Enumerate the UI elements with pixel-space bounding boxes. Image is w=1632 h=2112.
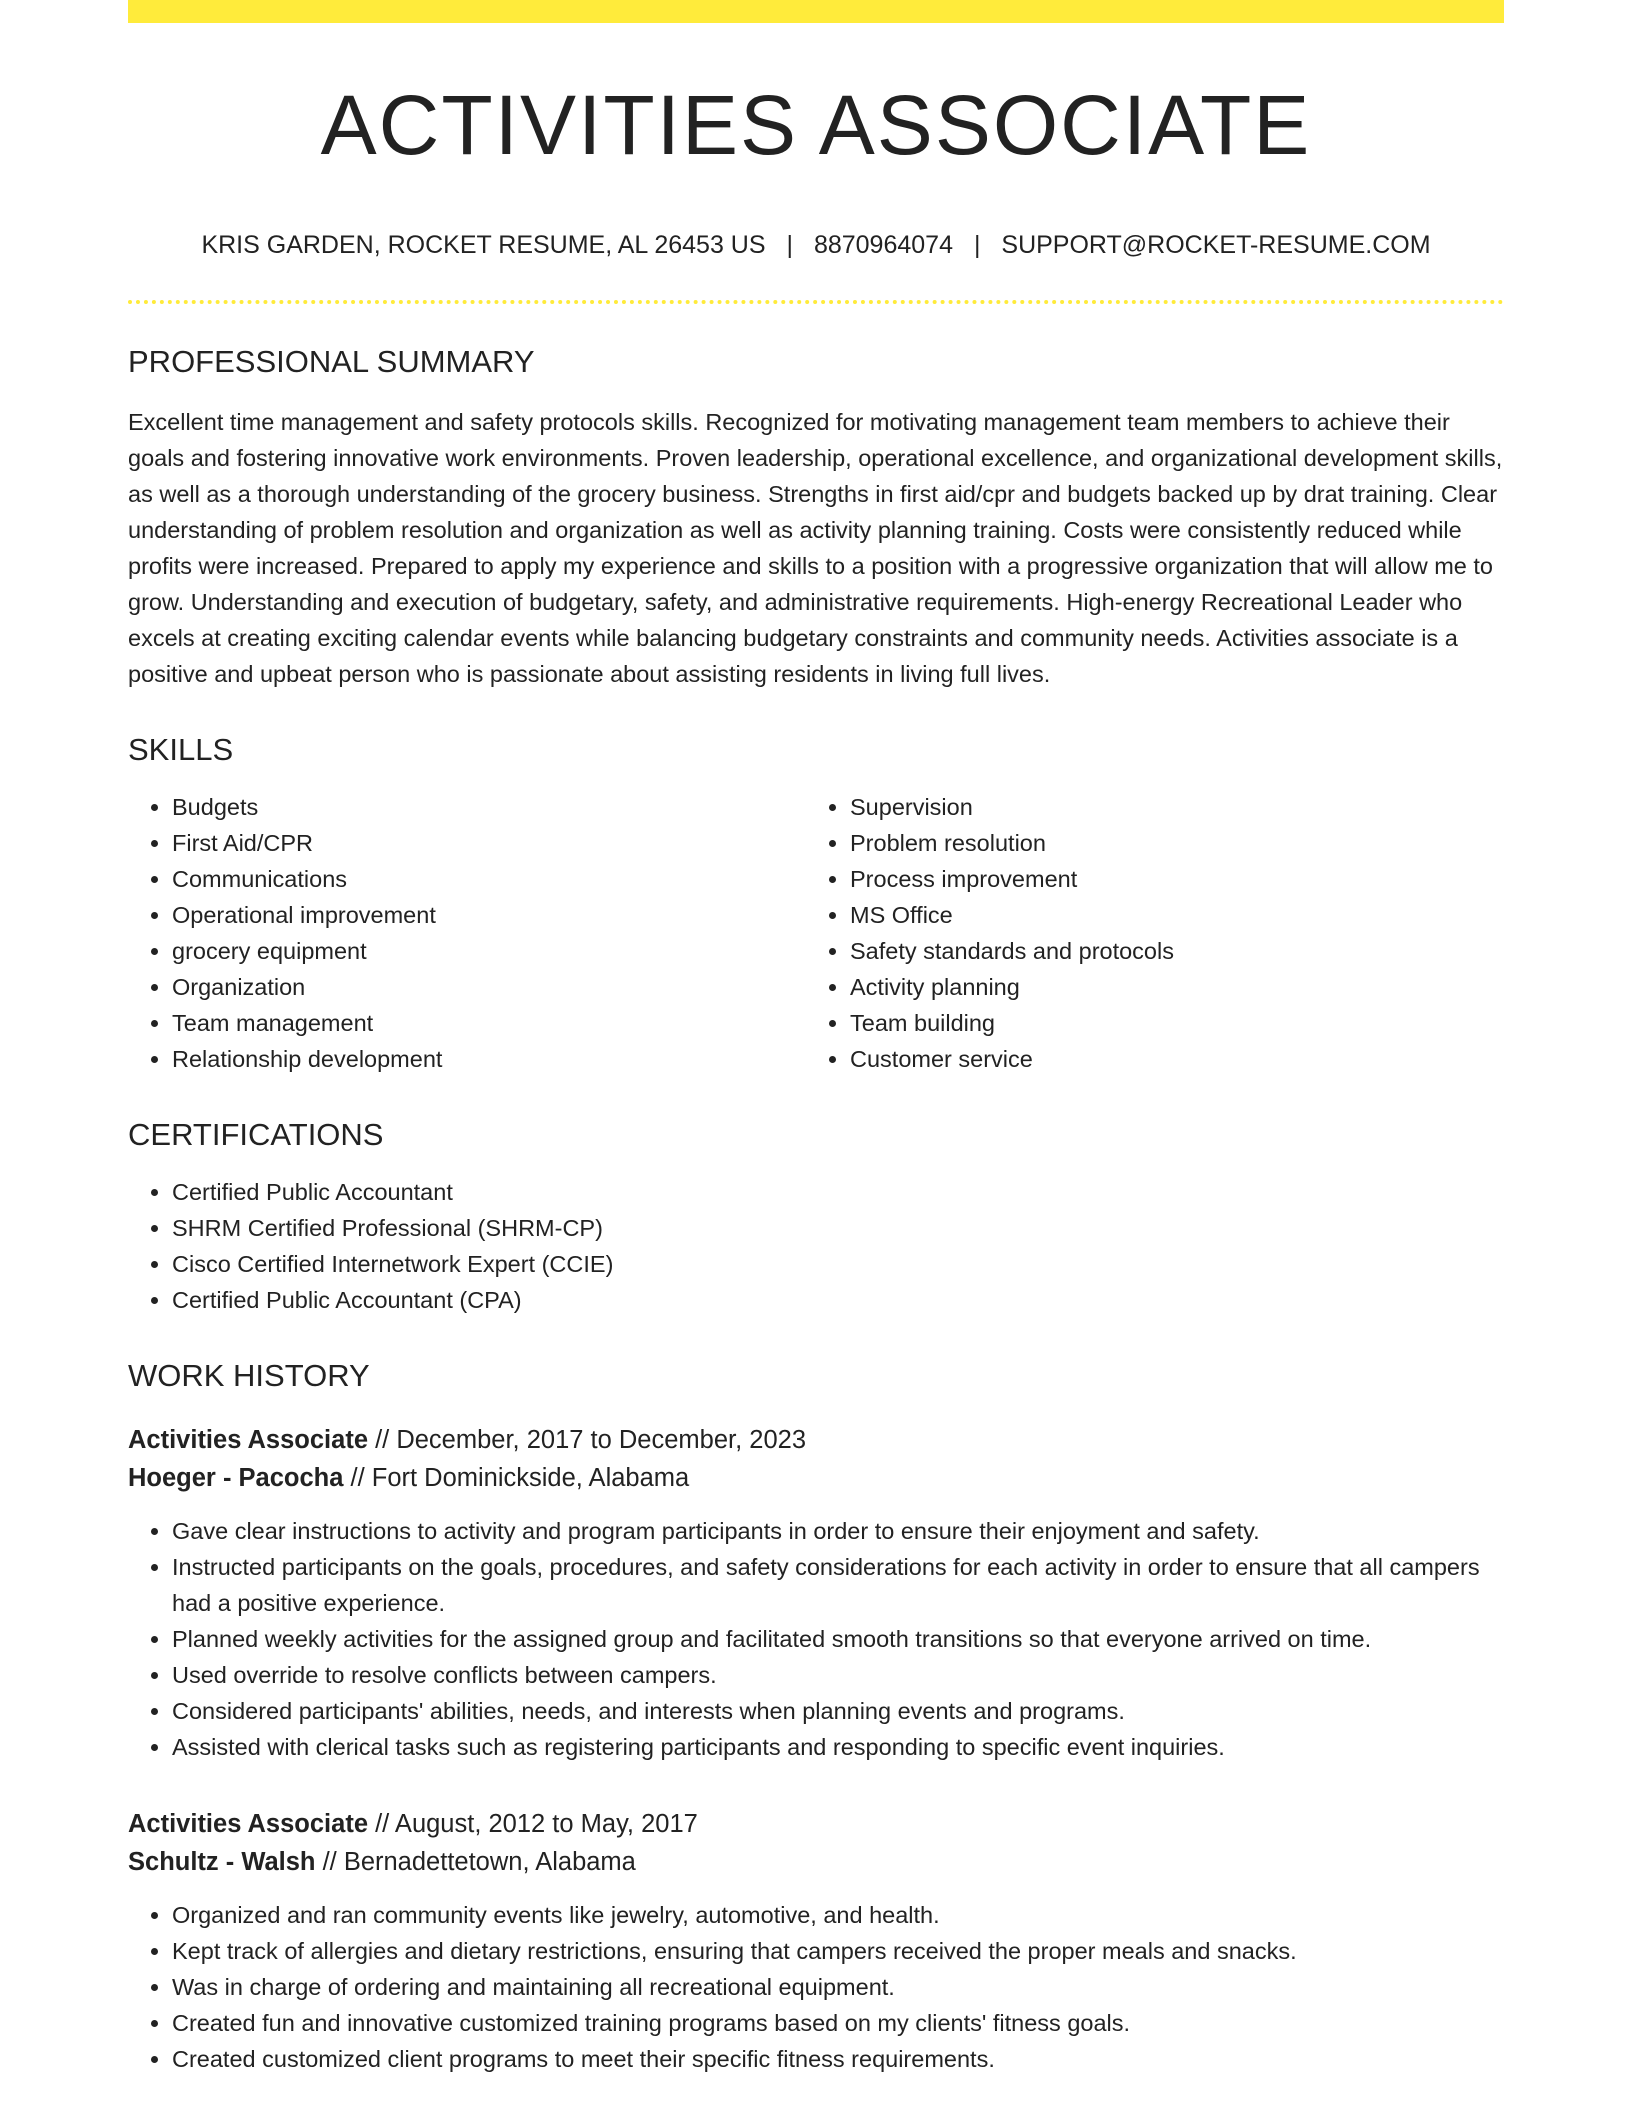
job-location: // Fort Dominickside, Alabama <box>343 1464 690 1492</box>
certifications-list <box>128 1174 1504 1318</box>
job-bullets <box>128 1897 1504 2077</box>
certifications-section <box>128 1119 1504 1318</box>
contact-address: KRIS GARDEN, ROCKET RESUME, AL 26453 US <box>201 231 766 259</box>
dotted-divider <box>128 300 1504 304</box>
skill-item: • Budgets <box>172 789 806 825</box>
job-title: Activities Associate <box>128 1426 368 1454</box>
job-bullet: • Planned weekly activities for the assigned group and facilitated smooth transitions so that everyone arrived on time. <box>172 1621 1504 1657</box>
section-heading-work-history: WORK HISTORY <box>128 1358 370 1393</box>
skill-item: • Problem resolution <box>850 825 1484 861</box>
job-company: Schultz - Walsh <box>128 1848 316 1876</box>
job-bullet: • Gave clear instructions to activity and program participants in order to ensure their enjoyment and safety. <box>172 1513 1504 1549</box>
job-bullet: • Considered participants' abilities, needs, and interests when planning events and programs. <box>172 1693 1504 1729</box>
certification-item: • Certified Public Accountant <box>172 1174 1504 1210</box>
skill-item: • MS Office <box>850 897 1484 933</box>
skill-item: • Customer service <box>850 1041 1484 1077</box>
skill-item: • Operational improvement <box>172 897 806 933</box>
job-bullet: • Created fun and innovative customized training programs based on my clients' fitness goals. <box>172 2005 1504 2041</box>
skills-column-left <box>128 789 806 1077</box>
work-history-section <box>128 1360 1504 2077</box>
job-bullet: • Organized and ran community events like jewelry, automotive, and health. <box>172 1897 1504 1933</box>
professional-summary-section <box>128 346 1504 692</box>
resume-page <box>128 0 1504 2077</box>
skill-item: • Process improvement <box>850 861 1484 897</box>
top-accent-bar <box>128 0 1504 23</box>
skill-item: • Communications <box>172 861 806 897</box>
skill-item: • First Aid/CPR <box>172 825 806 861</box>
job-location: // Bernadettetown, Alabama <box>315 1848 636 1876</box>
job-company: Hoeger - Pacocha <box>128 1464 344 1492</box>
skill-item: • Safety standards and protocols <box>850 933 1484 969</box>
certification-item: • Cisco Certified Internetwork Expert (CCIE) <box>172 1246 1504 1282</box>
certification-item: • Certified Public Accountant (CPA) <box>172 1282 1504 1318</box>
job-dates: // August, 2012 to May, 2017 <box>368 1810 698 1838</box>
job-dates: // December, 2017 to December, 2023 <box>368 1426 807 1454</box>
job-entry <box>128 1805 1504 2077</box>
job-title-line <box>128 1421 1504 1459</box>
job-company-line <box>128 1843 1504 1881</box>
job-bullet: • Created customized client programs to meet their specific fitness requirements. <box>172 2041 1504 2077</box>
job-bullet: • Instructed participants on the goals, procedures, and safety considerations for each activity in order to ensure that all campers had a positive experience. <box>172 1549 1504 1621</box>
skills-columns <box>128 789 1504 1077</box>
section-heading-skills: SKILLS <box>128 732 234 767</box>
job-bullet: • Used override to resolve conflicts between campers. <box>172 1657 1504 1693</box>
resume-title: ACTIVITIES ASSOCIATE <box>320 78 1312 172</box>
job-entry <box>128 1421 1504 1765</box>
contact-separator: | <box>973 231 981 259</box>
job-title: Activities Associate <box>128 1810 368 1838</box>
skills-section <box>128 734 1504 1077</box>
section-heading-summary: PROFESSIONAL SUMMARY <box>128 344 535 379</box>
skills-column-right <box>806 789 1484 1077</box>
contact-separator: | <box>786 231 793 259</box>
skill-item: • Team building <box>850 1005 1484 1041</box>
contact-phone: 8870964074 <box>813 231 953 259</box>
skill-item: • Organization <box>172 969 806 1005</box>
summary-text: Excellent time management and safety protocols skills. Recognized for motivating management team members to achieve their goals and fostering innovative work environments. Proven leadership, operational excellence, and organizational development skills, as well as a thorough understanding of the grocery business. Strengths in first aid/cpr and budgets backed up by drat training. Clear understanding of problem resolution and organization as well as activity planning training. Costs were consistently reduced while profits were increased. Prepared to apply my experience and skills to a position with a progressive organization that will allow me to grow. Understanding and execution of budgetary, safety, and administrative requirements. High-energy Recreational Leader who excels at creating exciting calendar events while balancing budgetary constraints and community needs. Activities associate is a positive and upbeat person who is passionate about assisting residents in living full lives. <box>128 409 1503 687</box>
job-bullet: • Kept track of allergies and dietary restrictions, ensuring that campers received the proper meals and snacks. <box>172 1933 1504 1969</box>
certification-item: • SHRM Certified Professional (SHRM-CP) <box>172 1210 1504 1246</box>
skill-item: • Team management <box>172 1005 806 1041</box>
skill-item: • Activity planning <box>850 969 1484 1005</box>
contact-email: SUPPORT@ROCKET-RESUME.COM <box>1001 231 1431 259</box>
skill-item: • grocery equipment <box>172 933 806 969</box>
section-heading-certifications: CERTIFICATIONS <box>128 1117 384 1152</box>
skill-item: • Relationship development <box>172 1041 806 1077</box>
skills-list-left <box>128 789 806 1077</box>
job-title-line <box>128 1805 1504 1843</box>
job-bullet: • Assisted with clerical tasks such as registering participants and responding to specific event inquiries. <box>172 1729 1504 1765</box>
job-bullet: • Was in charge of ordering and maintaining all recreational equipment. <box>172 1969 1504 2005</box>
job-bullets <box>128 1513 1504 1765</box>
contact-line <box>128 233 1504 258</box>
skills-list-right <box>806 789 1484 1077</box>
job-company-line <box>128 1459 1504 1497</box>
skill-item: • Supervision <box>850 789 1484 825</box>
